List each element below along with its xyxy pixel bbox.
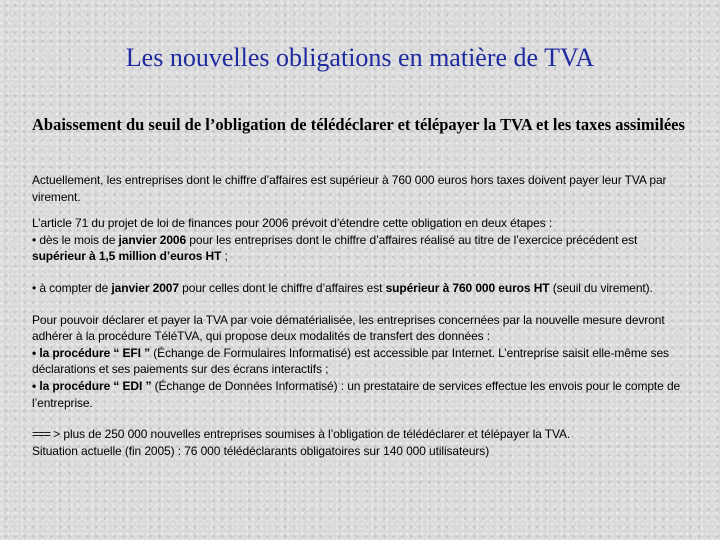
summary-line-1: > plus de 250 000 nouvelles entreprises soumises à l’obligation de télédéclarer et télépayer la TVA. <box>50 427 571 442</box>
step-1-suffix: ; <box>221 249 228 264</box>
step-1-text: pour les entreprises dont le chiffre d’affaires réalisé au titre de l’exercice précédent est <box>186 232 638 247</box>
paragraph-current-situation: Actuellement, les entreprises dont le chiffre d’affaires est supérieur à 760 000 euros hors taxes doivent payer leur TVA par virement. <box>32 173 667 204</box>
article-71-intro: L’article 71 du projet de loi de finances pour 2006 prévoit d’étendre cette obligation en deux étapes : <box>32 216 553 231</box>
paragraph-step-2 <box>32 280 688 297</box>
slide-subtitle: Abaissement du seuil de l’obligation de télédéclarer et télépayer la TVA et les taxes assimilées <box>32 115 685 134</box>
edi-description: (Échange de Données Informatisé) : un prestataire de services effectue les envois pour le compte de l’entreprise. <box>32 378 681 410</box>
step-1-threshold: supérieur à 1,5 million d’euros HT <box>32 249 222 264</box>
arrow-icon: === <box>32 427 51 442</box>
summary-line-2: Situation actuelle (fin 2005) : 76 000 télédéclarants obligatoires sur 140 000 utilisateurs) <box>32 443 490 458</box>
slide-title: Les nouvelles obligations en matière de TVA <box>125 43 595 72</box>
step-2-text: pour celles dont le chiffre d’affaires est <box>178 280 386 295</box>
step-2-threshold: supérieur à 760 000 euros HT <box>385 280 550 295</box>
efi-description: (Échange de Formulaires Informatisé) est accessible par Internet. L’entreprise saisit elle-même ses déclarations et ses paiements sur des écrans interactifs ; <box>32 345 669 377</box>
efi-label: • la procédure “ EFI ” <box>32 345 151 360</box>
step-2-suffix: (seuil du virement). <box>549 280 653 295</box>
teletva-intro: Pour pouvoir déclarer et payer la TVA par voie dématérialisée, les entreprises concernées par la nouvelle mesure devront adhérer à la procédure TéléTVA, qui propose deux modalités de transfert des données : <box>32 312 665 344</box>
step-2-date: janvier 2007 <box>111 280 179 295</box>
slide-body <box>32 172 688 459</box>
step-1-prefix: • dès le mois de <box>32 232 119 247</box>
paragraph-summary <box>32 426 688 459</box>
edi-label: • la procédure “ EDI ” <box>32 378 152 393</box>
paragraph-teletva <box>32 312 688 412</box>
paragraph-article-71 <box>32 215 688 265</box>
step-2-prefix: • à compter de <box>32 280 112 295</box>
step-1-date: janvier 2006 <box>118 232 187 247</box>
